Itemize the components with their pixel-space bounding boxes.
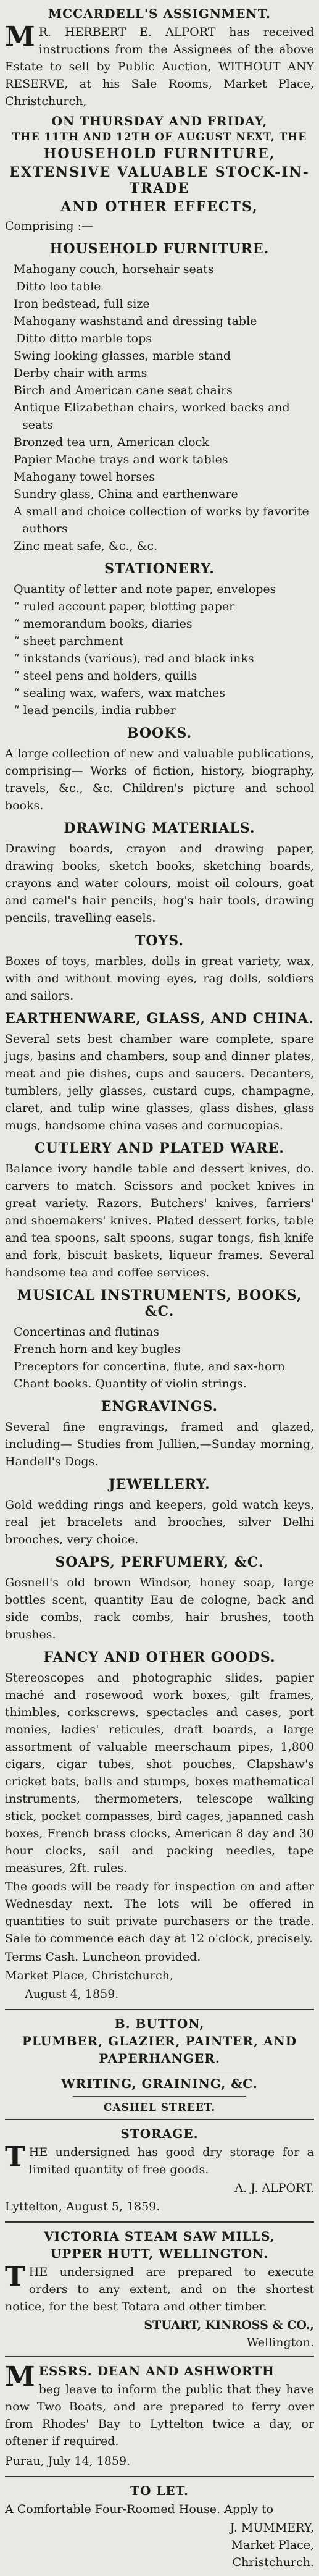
title-stock: EXTENSIVE VALUABLE STOCK-IN-TRADE [9, 164, 310, 196]
list-item: Swing looking glasses, marble stand [14, 349, 231, 363]
place-text: Market Place, Christchurch, [5, 1969, 173, 1982]
trade-line-3: WRITING, GRAINING, &C. [61, 2076, 258, 2091]
mill-name: VICTORIA STEAM SAW MILLS, [44, 2229, 275, 2244]
list-item: Chant books. Quantity of violin strings. [14, 1377, 247, 1391]
ferry-text: beg leave to inform the public that they have now Two Boats, and are prepared to ferry over from Rhodes' Bay to Lyttelton twice a day, or oftener if required. [5, 2383, 314, 2448]
list-item: “ sealing wax, wafers, wax matches [14, 686, 226, 700]
storage-text: HE undersigned has good dry storage for a limited quantity of free goods. [28, 2145, 314, 2176]
earthenware-text: Several sets best chamber ware complete, spare jugs, basins and chambers, soup and dinner plates, meat and pie dishes, cups and saucers. Decanters, tumblers, jelly glasses, custard cups, champagne, claret, and tulip wine glasses, glass dishes, glass mugs, handsome china vases and cornucopias. [5, 1032, 314, 1132]
auction-date-line: ON THURSDAY AND FRIDAY, [51, 114, 268, 128]
trade-line-1: PLUMBER, GLAZIER, PAINTER, AND [22, 2034, 297, 2048]
ad-heading: TO LET. [130, 2483, 189, 2498]
storage-ad [5, 2120, 314, 2223]
section-furniture: HOUSEHOLD FURNITURE. [49, 241, 270, 257]
furniture-list [5, 261, 314, 555]
intro-block [5, 23, 314, 111]
trade-line-2: PAPERHANGER. [99, 2051, 220, 2066]
section-drawing: DRAWING MATERIALS. [64, 820, 255, 836]
drop-cap: M [5, 2361, 35, 2393]
signature: A. J. ALPORT. [234, 2181, 314, 2195]
section-soaps: SOAPS, PERFUMERY, &C. [55, 1554, 264, 1570]
list-item: Birch and American cane seat chairs [14, 384, 233, 397]
ferry-ad [5, 2357, 314, 2477]
jewellery-text: Gold wedding rings and keepers, gold watch keys, real jet bracelets and brooches, silver Delhi brooches, very choice. [5, 1498, 314, 1546]
list-item: Mahogany towel horses [14, 470, 155, 484]
ad-heading: STORAGE. [120, 2126, 199, 2141]
drawing-text: Drawing boards, crayon and drawing paper, drawing books, sketch books, sketching boards, crayons and water colours, moist oil colours, goat and camel's hair pencils, hog's hair tools, drawing pencils, travelling easels. [5, 842, 314, 925]
list-item: Quantity of letter and note paper, envelopes [14, 583, 276, 596]
stationery-list [5, 581, 314, 719]
list-item: French horn and key bugles [14, 1342, 181, 1356]
mill-text: HE undersigned are prepared to execute orders to any extent, and on the shortest notice, for the best Totara and other timber. [5, 2265, 314, 2313]
terms-text: Terms Cash. Luncheon provided. [5, 1950, 201, 1964]
list-item: Ditto loo table [16, 280, 101, 293]
drop-cap: T [5, 2141, 25, 2173]
section-fancy: FANCY AND OTHER GOODS. [43, 1649, 276, 1665]
fancy-text: Stereoscopes and photographic slides, papier maché and rosewood work boxes, gilt frames, thimbles, corkscrews, spectacles and cases, port monies, ladies' reticules, draft boards, a large assortment of valuable meerschaum pipes, 1,800 cigars, cigar tubes, shot pouches, Clapshaw's cricket bats, balls and stumps, boxes mathematical instruments, thermometers, telescope walking stick, pocket compasses, bird cages, japanned cash boxes, French brass clocks, American 8 day and 30 hour clocks, sail and packing needles, tape measures, 2ft. rules. [5, 1671, 314, 1875]
button-plumber-ad [5, 2010, 314, 2120]
signature-town: Christchurch. [232, 2556, 314, 2569]
section-music: MUSICAL INSTRUMENTS, BOOKS, &C. [17, 1287, 302, 1320]
list-item: Antique Elizabethan chairs, worked backs and seats [14, 401, 290, 432]
advertiser-name: B. BUTTON, [114, 2016, 205, 2031]
ad-heading: MCCARDELL'S ASSIGNMENT. [48, 6, 271, 21]
list-item: Sundry glass, China and earthenware [14, 487, 238, 501]
intro-text: R. HERBERT E. ALPORT has received instructions from the Assignees of the above Estate to sell by Public Auction, WITHOUT ANY RESERVE, at his Sale Rooms, Market Place, Christchurch, [5, 25, 314, 108]
engravings-text: Several fine engravings, framed and glazed, including— Studies from Jullien,—Sunday morning, Handell's Dogs. [5, 1420, 314, 1468]
soaps-text: Gosnell's old brown Windsor, honey soap, large bottles scent, quantity Eau de cologne, back and side combs, rack combs, hair brushes, tooth brushes. [5, 1576, 314, 1641]
mill-body [5, 2263, 314, 2317]
list-item: Preceptors for concertina, flute, and sax-horn [14, 1360, 285, 1373]
place-text: Lyttelton, August 5, 1859. [5, 2200, 160, 2213]
list-item: Bronzed tea urn, American clock [14, 436, 209, 449]
saw-mills-ad [5, 2223, 314, 2357]
section-jewellery: JEWELLERY. [109, 1476, 210, 1492]
list-item: Mahogany washstand and dressing table [14, 314, 257, 328]
list-item: A small and choice collection of works by favorite authors [14, 505, 309, 536]
ferry-heading: ESSRS. DEAN AND ASHWORTH [38, 2363, 275, 2378]
books-text: A large collection of new and valuable publications, comprising— Works of fiction, history, biography, travels, &c., &c. Children's picture and school books. [5, 747, 314, 812]
section-earthenware: EARTHENWARE, GLASS, AND CHINA. [5, 1011, 315, 1027]
list-item: Derby chair with arms [14, 366, 147, 380]
list-item: Ditto ditto marble tops [16, 332, 152, 345]
drop-cap: M [5, 21, 35, 53]
section-cutlery: CUTLERY AND PLATED WARE. [34, 1140, 285, 1156]
to-let-text: A Comfortable Four-Roomed House. Apply to [5, 2502, 274, 2516]
toys-text: Boxes of toys, marbles, dolls in great variety, wax, with and without moving eyes, rag dolls, soldiers and sailors. [5, 954, 314, 1003]
signature-place: Market Place, [231, 2538, 314, 2552]
storage-body [5, 2141, 314, 2179]
divider [73, 2096, 246, 2097]
section-toys: TOYS. [135, 933, 184, 949]
list-item: Concertinas and flutinas [14, 1325, 159, 1339]
list-item: “ ruled account paper, blotting paper [14, 600, 235, 613]
mill-location: UPPER HUTT, WELLINGTON. [50, 2246, 269, 2261]
signature: STUART, KINROSS & CO., [144, 2318, 314, 2332]
section-engravings: ENGRAVINGS. [101, 1399, 218, 1415]
signature: J. MUMMERY, [230, 2521, 314, 2535]
list-item: “ inkstands (various), red and black inks [14, 652, 254, 665]
list-item: Mahogany couch, horsehair seats [14, 263, 214, 276]
closing-text: The goods will be ready for inspection on and after Wednesday next. The lots will be offered in quantities to suit private purchasers or the trade. Sale to commence each day at 12 o'clock, precisely. [5, 1880, 314, 1945]
auction-date-sub: THE 11TH AND 12TH OF AUGUST NEXT, THE [12, 131, 307, 143]
list-item: “ steel pens and holders, quills [14, 669, 197, 683]
title-effects: AND OTHER EFFECTS, [60, 199, 259, 215]
list-item: “ lead pencils, india rubber [14, 704, 176, 717]
ferry-body [5, 2363, 314, 2451]
music-list [5, 1323, 314, 1392]
drop-cap: T [5, 2261, 25, 2292]
list-item: Iron bedstead, full size [14, 297, 150, 311]
place-text: Wellington. [246, 2336, 314, 2349]
list-item: Papier Mache trays and work tables [14, 453, 228, 466]
address-text: CASHEL STREET. [103, 2102, 216, 2114]
title-furniture: HOUSEHOLD FURNITURE, [43, 146, 276, 162]
list-item: “ memorandum books, diaries [14, 617, 193, 631]
list-item: Zinc meat safe, &c., &c. [14, 539, 158, 553]
cutlery-text: Balance ivory handle table and dessert knives, do. carvers to match. Scissors and pocket knives in great variety. Razors. Butchers' knives, farriers' and shoemakers' knives. Plated dessert forks, table and tea spoons, salt spoons, sugar tongs, fish knife and fork, biscuit baskets, liqueur frames. Several handsome tea and coffee services. [5, 1162, 314, 1279]
date-text: August 4, 1859. [25, 1987, 119, 2001]
section-books: BOOKS. [126, 725, 193, 741]
comprising-label: Comprising :— [5, 219, 93, 233]
place-text: Purau, July 14, 1859. [5, 2454, 131, 2468]
list-item: “ sheet parchment [14, 634, 124, 648]
to-let-ad [5, 2477, 314, 2576]
assignment-auction-ad [5, 0, 314, 2010]
section-stationery: STATIONERY. [104, 561, 215, 577]
